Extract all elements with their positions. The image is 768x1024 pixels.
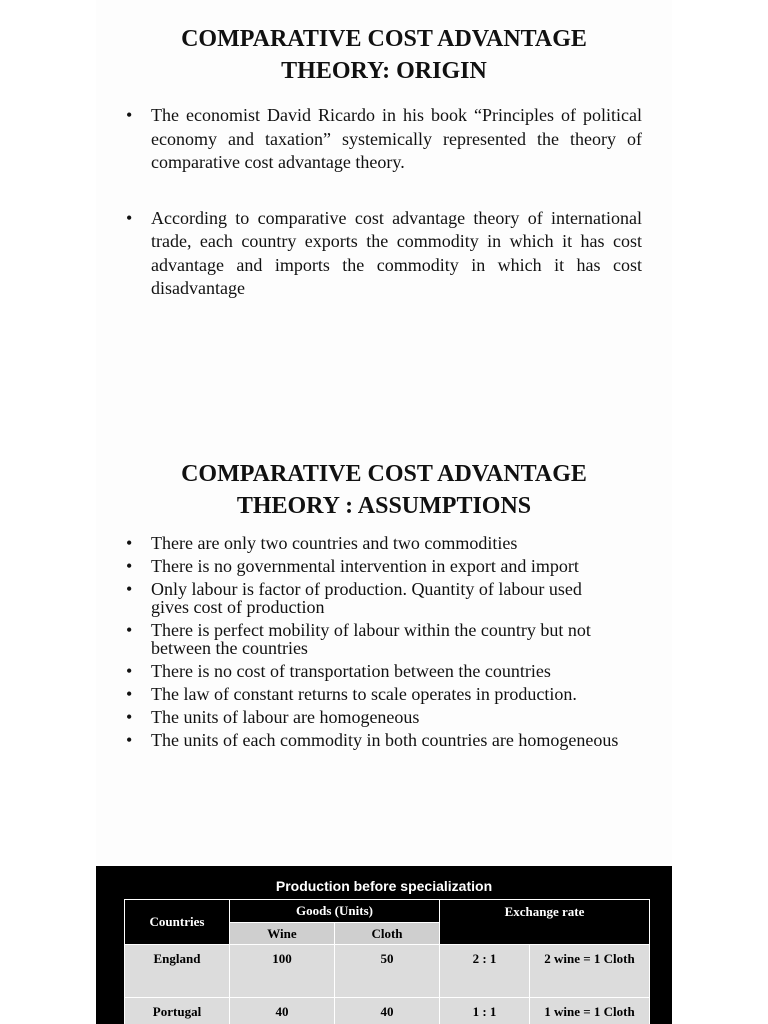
bullet-dot: • [126,620,133,640]
bullet-dot: • [126,207,133,228]
bullet-text: The units of each commodity in both countries are homogeneous [151,730,619,750]
assumptions-bullet-list [126,534,622,754]
origin-bullet-list [126,104,642,301]
bullet-text: There is no cost of transportation between the countries [151,661,551,681]
bullet-item [126,534,622,552]
bullet-dot: • [126,105,133,125]
bullet-dot: • [126,684,133,704]
slide-production-table [96,866,672,1024]
bullet-dot: • [126,533,133,553]
cell-rate: 1 wine = 1 Cloth [530,998,650,1024]
title-line: COMPARATIVE COST ADVANTAGE [181,26,587,52]
title-line: COMPARATIVE COST ADVANTAGE [181,461,587,487]
bullet-text: According to comparative cost advantage theory of international trade, each country exports the commodity in which it has cost advantage and imports the commodity in which it has cost disadvantage [151,207,642,298]
bullet-item [126,621,622,657]
bullet-item [126,708,622,726]
cell-country: England [125,945,230,998]
bullet-item [126,731,622,749]
cell-wine: 100 [230,945,335,998]
cell-rate: 2 wine = 1 Cloth [530,945,650,998]
cell-ratio: 2 : 1 [440,945,530,998]
bullet-dot: • [126,730,133,750]
cell-cloth: 40 [335,998,440,1024]
header-countries: Countries [125,900,230,945]
table-header-row [125,900,650,923]
bullet-text: There is perfect mobility of labour within the country but not between the countries [151,620,591,658]
bullet-item [126,207,642,301]
bullet-text: The units of labour are homogeneous [151,707,420,727]
bullet-text: There is no governmental intervention in export and import [151,556,579,576]
cell-country: Portugal [125,998,230,1024]
title-line: THEORY: ORIGIN [281,58,487,84]
table-row [125,945,650,998]
slide-title-origin [96,0,672,87]
bullet-text: The law of constant returns to scale operates in production. [151,684,577,704]
bullet-dot: • [126,556,133,576]
table-title: Production before specialization [275,878,493,894]
cell-cloth: 50 [335,945,440,998]
bullet-text: There are only two countries and two commodities [151,533,518,553]
header-goods: Goods (Units) [230,900,440,923]
bullet-item [126,104,642,175]
cell-wine: 40 [230,998,335,1024]
slide-assumptions [96,432,672,864]
bullet-item [126,685,622,703]
title-line: THEORY : ASSUMPTIONS [236,493,532,519]
bullet-text: Only labour is factor of production. Quantity of labour used gives cost of production [151,579,582,617]
slide-origin [96,0,672,432]
bullet-item [126,557,622,575]
bullet-item [126,580,622,616]
bullet-text: The economist David Ricardo in his book “Principles of political economy and taxation” systemically represented the theory of comparative cost advantage theory. [151,105,642,172]
slide-title-assumptions [96,432,672,522]
bullet-item [126,662,622,680]
header-wine: Wine [230,923,335,945]
bullet-dot: • [126,661,133,681]
production-table [124,899,650,1024]
header-exchange-rate: Exchange rate [440,900,650,945]
cell-ratio: 1 : 1 [440,998,530,1024]
bullet-dot: • [126,707,133,727]
table-row [125,998,650,1024]
bullet-dot: • [126,579,133,599]
header-cloth: Cloth [335,923,440,945]
